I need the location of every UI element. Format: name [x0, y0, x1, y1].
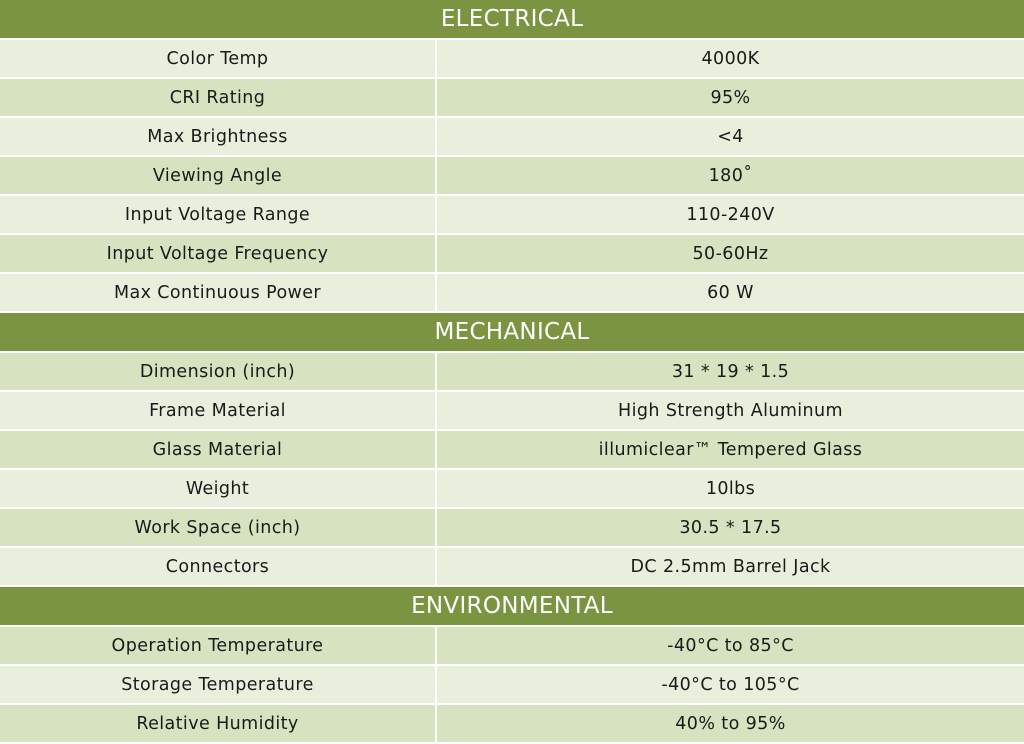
table-row — [0, 39, 1024, 78]
section-title: MECHANICAL — [0, 312, 1024, 352]
spec-value: 30.5 * 17.5 — [436, 508, 1024, 547]
spec-value: 10lbs — [436, 469, 1024, 508]
table-row — [0, 469, 1024, 508]
section-title: ELECTRICAL — [0, 0, 1024, 39]
section-title: ENVIRONMENTAL — [0, 586, 1024, 626]
spec-label: Glass Material — [0, 430, 436, 469]
spec-label: Work Space (inch) — [0, 508, 436, 547]
table-row — [0, 547, 1024, 586]
table-row — [0, 156, 1024, 195]
section-header-electrical — [0, 0, 1024, 39]
spec-label: Connectors — [0, 547, 436, 586]
spec-value: 4000K — [436, 39, 1024, 78]
spec-value: High Strength Aluminum — [436, 391, 1024, 430]
spec-label: Dimension (inch) — [0, 352, 436, 391]
spec-label: Color Temp — [0, 39, 436, 78]
spec-value: 40% to 95% — [436, 704, 1024, 743]
table-row — [0, 273, 1024, 312]
spec-label: Frame Material — [0, 391, 436, 430]
spec-value: -40°C to 85°C — [436, 626, 1024, 665]
table-row — [0, 195, 1024, 234]
table-row — [0, 665, 1024, 704]
table-row — [0, 626, 1024, 665]
spec-value: -40°C to 105°C — [436, 665, 1024, 704]
spec-label: Operation Temperature — [0, 626, 436, 665]
spec-label: Max Brightness — [0, 117, 436, 156]
spec-label: Max Continuous Power — [0, 273, 436, 312]
table-row — [0, 391, 1024, 430]
table-row — [0, 234, 1024, 273]
spec-value: 110-240V — [436, 195, 1024, 234]
spec-value: 180˚ — [436, 156, 1024, 195]
table-row — [0, 352, 1024, 391]
table-row — [0, 704, 1024, 743]
spec-value: <4 — [436, 117, 1024, 156]
spec-label: Input Voltage Range — [0, 195, 436, 234]
section-header-mechanical — [0, 312, 1024, 352]
spec-value: 95% — [436, 78, 1024, 117]
spec-value: 50-60Hz — [436, 234, 1024, 273]
spec-label: Storage Temperature — [0, 665, 436, 704]
spec-label: CRI Rating — [0, 78, 436, 117]
table-row — [0, 430, 1024, 469]
spec-value: 60 W — [436, 273, 1024, 312]
spec-value: 31 * 19 * 1.5 — [436, 352, 1024, 391]
table-row — [0, 117, 1024, 156]
spec-value: DC 2.5mm Barrel Jack — [436, 547, 1024, 586]
table-row — [0, 508, 1024, 547]
spec-label: Weight — [0, 469, 436, 508]
spec-label: Input Voltage Frequency — [0, 234, 436, 273]
spec-value: illumiclear™ Tempered Glass — [436, 430, 1024, 469]
table-row — [0, 78, 1024, 117]
spec-label: Viewing Angle — [0, 156, 436, 195]
spec-label: Relative Humidity — [0, 704, 436, 743]
section-header-environmental — [0, 586, 1024, 626]
